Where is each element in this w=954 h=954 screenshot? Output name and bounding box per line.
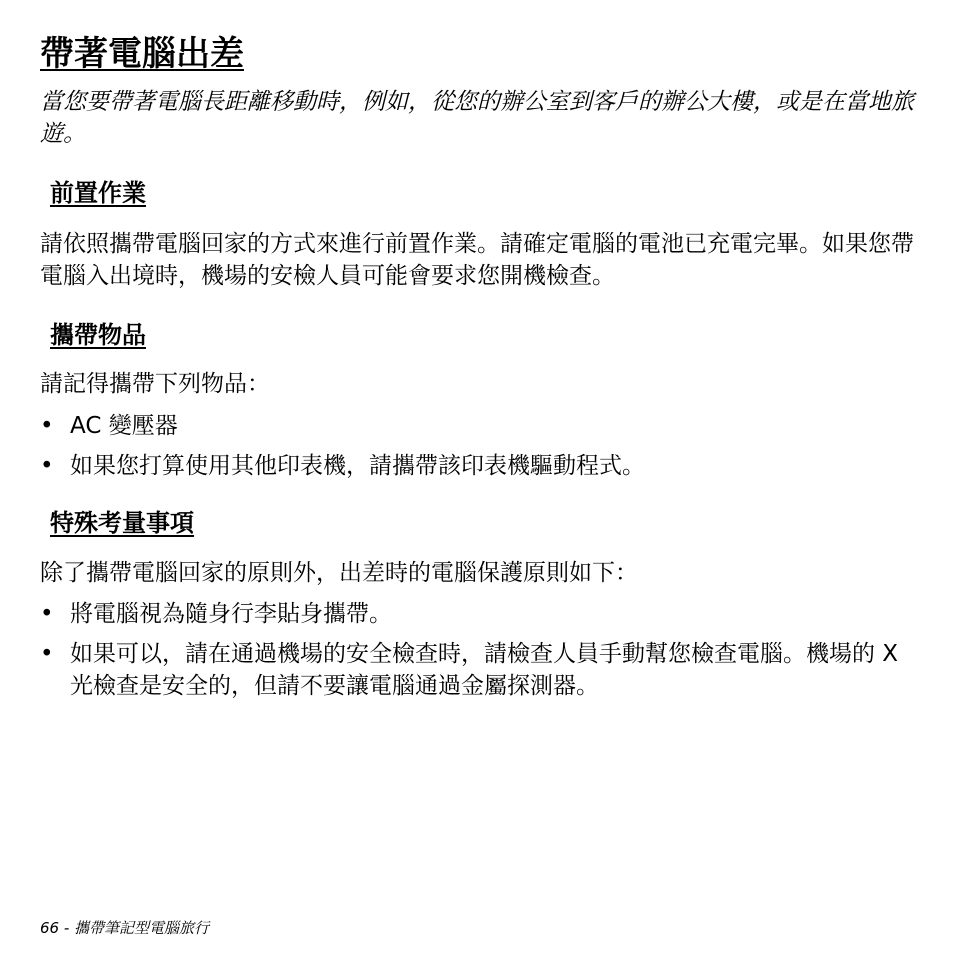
section-paragraph-special-considerations: 除了攜帶電腦回家的原則外，出差時的電腦保護原則如下：: [40, 560, 638, 586]
page-footer: 66 - 攜帶筆記型電腦旅行: [40, 919, 210, 937]
list-item: [40, 410, 920, 442]
bullet-icon: •: [40, 641, 54, 667]
considerations-bullet-list: [40, 598, 920, 710]
list-item: [40, 450, 920, 482]
list-item-text: AC 變壓器: [70, 413, 178, 439]
section-heading-items: 攜帶物品: [50, 321, 146, 349]
list-item-text: 如果可以，請在通過機場的安全檢查時，請檢查人員手動幫您檢查電腦。機場的 X 光檢查是安全的，但請不要讓電腦通過金屬探測器。: [70, 641, 899, 699]
section-paragraph-preparation: 請依照攜帶電腦回家的方式來進行前置作業。請確定電腦的電池已充電完畢。如果您帶電腦入出境時，機場的安檢人員可能會要求您開機檢查。: [40, 231, 914, 289]
list-item-text: 如果您打算使用其他印表機，請攜帶該印表機驅動程式。: [70, 453, 645, 479]
section-heading-special-considerations: 特殊考量事項: [50, 509, 194, 537]
bullet-icon: •: [40, 413, 54, 439]
page-title: 帶著電腦出差: [40, 34, 244, 74]
list-item: [40, 638, 920, 702]
items-bullet-list: [40, 410, 920, 490]
section-paragraph-items: 請記得攜帶下列物品：: [40, 371, 270, 397]
bullet-icon: •: [40, 601, 54, 627]
bullet-icon: •: [40, 453, 54, 479]
list-item-text: 將電腦視為隨身行李貼身攜帶。: [70, 601, 392, 627]
intro-paragraph: 當您要帶著電腦長距離移動時，例如，從您的辦公室到客戶的辦公大樓，或是在當地旅遊。: [40, 89, 914, 147]
list-item: [40, 598, 920, 630]
section-heading-preparation: 前置作業: [50, 179, 146, 207]
